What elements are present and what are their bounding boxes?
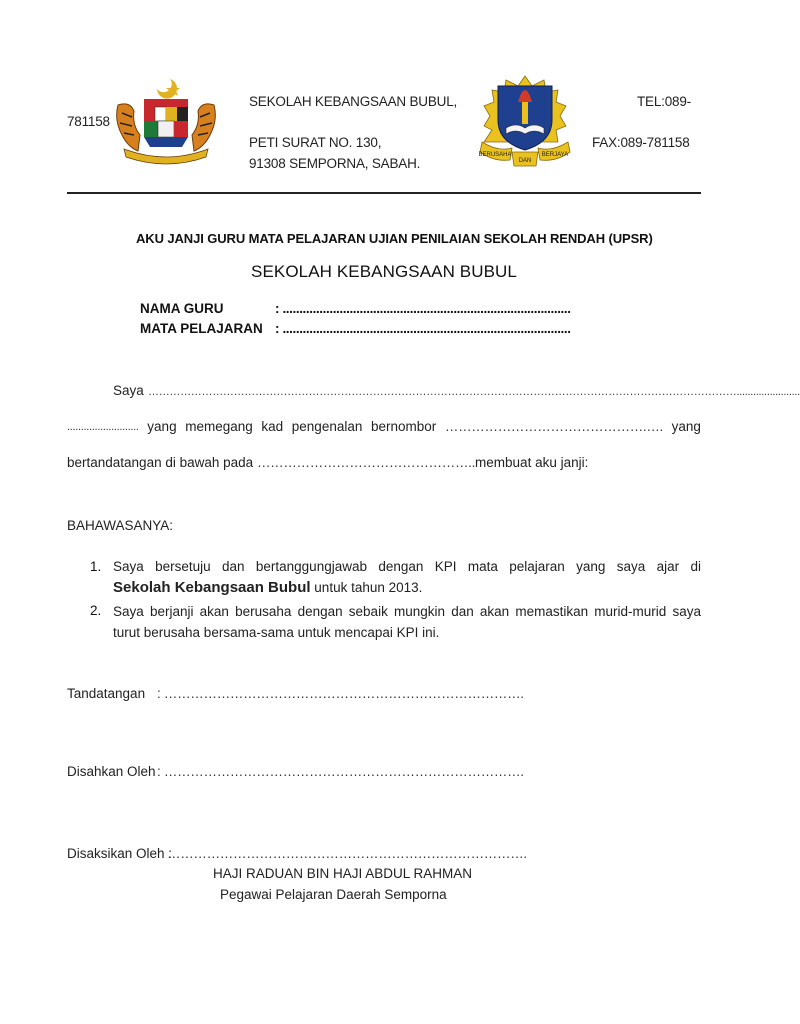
address-line-2: 91308 SEMPORNA, SABAH.	[249, 156, 421, 171]
line2-word: kad	[261, 419, 284, 434]
teacher-name-field[interactable]: : ......................................................................................	[275, 301, 571, 316]
item-1-line-2	[113, 579, 422, 596]
item1-word: Saya	[113, 559, 144, 574]
fax-number: FAX:089-781158	[592, 135, 690, 150]
item-1-line-1	[113, 559, 701, 574]
item1-word: bersetuju	[155, 559, 211, 574]
subject-field[interactable]: : ......................................................................................	[275, 321, 571, 336]
date-field[interactable]: …………………………………………..	[256, 455, 476, 470]
item1-word: saya	[616, 559, 646, 574]
item-2-number: 2.	[90, 603, 102, 618]
school-badge-logo	[478, 72, 572, 170]
signature-field[interactable]: : ……………………………………………………………………….	[157, 686, 524, 701]
item1-word: pelajaran	[509, 559, 565, 574]
date-line-text: bertandatangan di bawah pada	[67, 455, 254, 470]
item1-word: yang	[576, 559, 606, 574]
item-1-number: 1.	[90, 559, 102, 574]
officer-name: HAJI RADUAN BIN HAJI ABDUL RAHMAN	[213, 866, 473, 881]
line2-word: pengenalan	[291, 419, 363, 434]
witnessed-by-field[interactable]: ……………………………………………………………………….	[167, 846, 527, 861]
address-line-1: PETI SURAT NO. 130,	[249, 135, 382, 150]
saya-label: Saya	[113, 383, 144, 398]
ic-number-line	[67, 419, 701, 434]
witnessed-by-label: Disaksikan Oleh :	[67, 846, 173, 861]
item-2-text: Saya berjanji akan berusaha dengan sebaik mungkin dan akan memastikan murid-murid saya turut berusaha bersama-sama untuk mencapai KPI ini.	[113, 604, 701, 640]
ic-number-field[interactable]: ……………………………………….….	[444, 419, 664, 434]
name-continuation-field[interactable]: ..........................	[67, 421, 139, 433]
school-title: SEKOLAH KEBANGSAAN BUBUL	[251, 262, 517, 281]
item1-word: bertanggungjawab	[255, 559, 367, 574]
header-divider	[67, 192, 701, 194]
coat-of-arms-logo	[110, 75, 222, 165]
line2-word: yang	[671, 419, 701, 434]
signature-label: Tandatangan	[67, 686, 146, 701]
line2-word: memegang	[185, 419, 253, 434]
telephone-number-continued: 781158	[67, 114, 110, 129]
item1-word: ajar	[656, 559, 680, 574]
svg-text:BERJAYA: BERJAYA	[541, 152, 569, 158]
verified-by-label: Disahkan Oleh	[67, 764, 156, 779]
item-1-year-text: untuk tahun 2013.	[310, 580, 423, 595]
item1-word: dengan	[378, 559, 424, 574]
subject-label: MATA PELAJARAN	[140, 321, 263, 336]
date-line	[67, 455, 588, 470]
line2-word: yang	[147, 419, 177, 434]
line2-word: bernombor	[370, 419, 437, 434]
svg-text:DAN: DAN	[518, 158, 532, 164]
item-1-school-name: Sekolah Kebangsaan Bubul	[113, 579, 311, 596]
item1-word: mata	[467, 559, 498, 574]
bahawasanya-heading: BAHAWASANYA:	[67, 518, 174, 533]
verified-by-field[interactable]: : ……………………………………………………………………….	[157, 764, 524, 779]
teacher-name-label: NAMA GURU	[140, 301, 224, 316]
document-title: AKU JANJI GURU MATA PELAJARAN UJIAN PENILAIAN SEKOLAH RENDAH (UPSR)	[136, 231, 653, 246]
date-line-text-end: membuat aku janji:	[475, 455, 589, 470]
school-name: SEKOLAH KEBANGSAAN BUBUL,	[249, 94, 458, 109]
telephone-number: TEL:089-	[637, 94, 691, 109]
item1-word: dan	[222, 559, 245, 574]
svg-text:BERUSAHA: BERUSAHA	[478, 152, 512, 158]
officer-title: Pegawai Pelajaran Daerah Semporna	[220, 887, 447, 902]
saya-name-field[interactable]: ………………………………………………………………………………………………………………………………………………….......................	[148, 386, 800, 398]
item1-word: KPI	[434, 559, 457, 574]
item1-word: di	[690, 559, 701, 574]
